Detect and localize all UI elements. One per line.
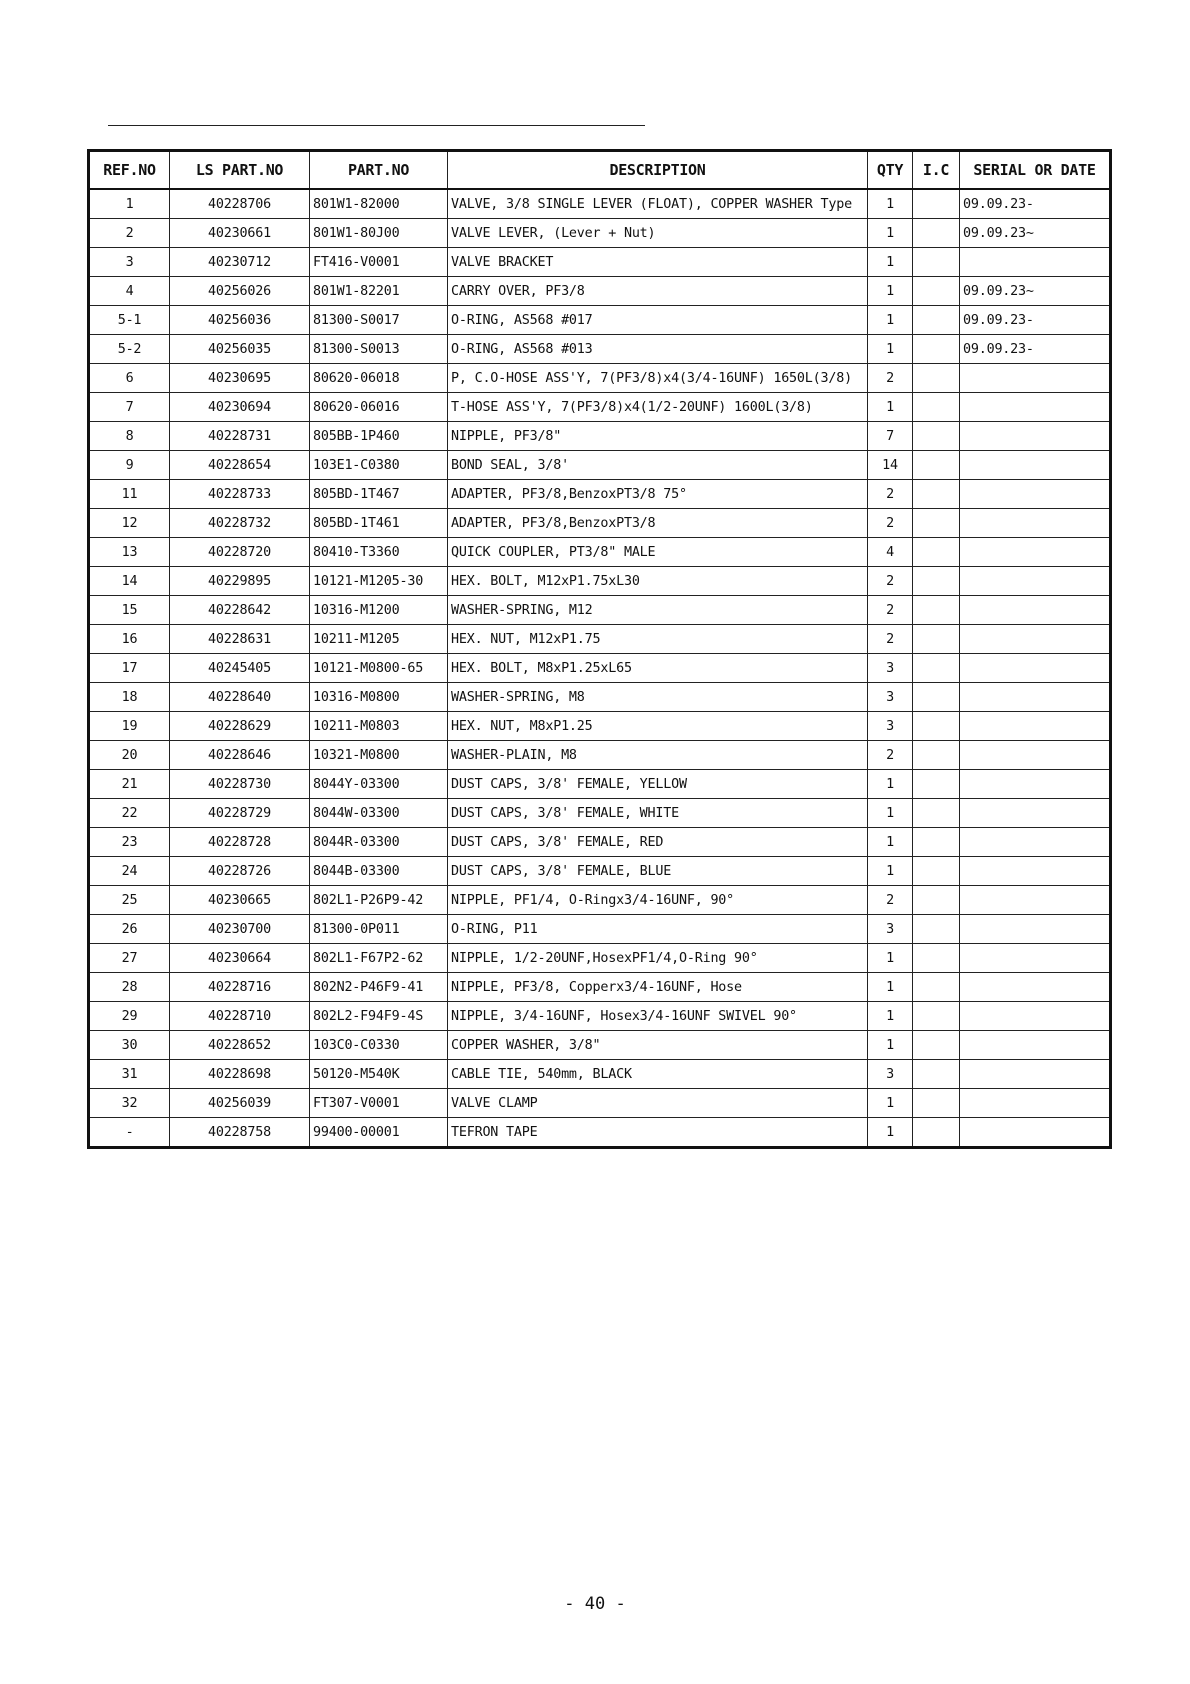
ref-no-cell: 23 <box>89 828 170 857</box>
part-no-cell: 10316-M0800 <box>310 683 448 712</box>
ic-cell <box>913 1002 960 1031</box>
qty-cell: 1 <box>868 189 913 219</box>
table-header-row <box>89 151 1111 190</box>
part-no-cell: 802L1-P26P9-42 <box>310 886 448 915</box>
qty-cell: 2 <box>868 596 913 625</box>
ic-cell <box>913 654 960 683</box>
qty-cell: 1 <box>868 857 913 886</box>
qty-cell: 14 <box>868 451 913 480</box>
ref-no-cell: 18 <box>89 683 170 712</box>
ref-no-cell: 26 <box>89 915 170 944</box>
table-row <box>89 944 1111 973</box>
ls-part-no-cell: 40228726 <box>170 857 310 886</box>
table-row <box>89 1002 1111 1031</box>
part-no-cell: 801W1-82201 <box>310 277 448 306</box>
table-row <box>89 973 1111 1002</box>
ref-no-cell: 29 <box>89 1002 170 1031</box>
serial-date-cell <box>960 944 1111 973</box>
ic-cell <box>913 219 960 248</box>
ls-part-no-cell: 40228729 <box>170 799 310 828</box>
table-row <box>89 1031 1111 1060</box>
description-cell: VALVE, 3/8 SINGLE LEVER (FLOAT), COPPER WASHER Type <box>448 189 868 219</box>
qty-cell: 1 <box>868 1118 913 1148</box>
qty-cell: 1 <box>868 393 913 422</box>
table-row <box>89 915 1111 944</box>
table-row <box>89 828 1111 857</box>
ref-no-cell: 16 <box>89 625 170 654</box>
description-cell: WASHER-PLAIN, M8 <box>448 741 868 770</box>
ls-part-no-cell: 40228629 <box>170 712 310 741</box>
table-row <box>89 886 1111 915</box>
serial-date-cell <box>960 1118 1111 1148</box>
qty-cell: 2 <box>868 741 913 770</box>
serial-date-cell <box>960 828 1111 857</box>
ic-cell <box>913 741 960 770</box>
table-row <box>89 219 1111 248</box>
ic-cell <box>913 1089 960 1118</box>
table-row <box>89 770 1111 799</box>
qty-cell: 1 <box>868 1031 913 1060</box>
ic-cell <box>913 277 960 306</box>
serial-date-cell <box>960 422 1111 451</box>
ls-part-no-cell: 40230694 <box>170 393 310 422</box>
table-row <box>89 480 1111 509</box>
ref-no-cell: 24 <box>89 857 170 886</box>
table-row <box>89 1118 1111 1148</box>
serial-date-cell <box>960 1031 1111 1060</box>
qty-cell: 7 <box>868 422 913 451</box>
serial-date-cell <box>960 799 1111 828</box>
qty-cell: 4 <box>868 538 913 567</box>
ls-part-no-cell: 40256036 <box>170 306 310 335</box>
ref-no-cell: 15 <box>89 596 170 625</box>
qty-cell: 1 <box>868 219 913 248</box>
table-row <box>89 364 1111 393</box>
table-row <box>89 683 1111 712</box>
ref-no-cell: 7 <box>89 393 170 422</box>
ic-cell <box>913 189 960 219</box>
part-no-cell: 805BD-1T461 <box>310 509 448 538</box>
ls-part-no-cell: 40228731 <box>170 422 310 451</box>
ic-cell <box>913 596 960 625</box>
qty-cell: 1 <box>868 1089 913 1118</box>
ls-part-no-cell: 40228654 <box>170 451 310 480</box>
ls-part-no-cell: 40230661 <box>170 219 310 248</box>
table-row <box>89 335 1111 364</box>
ic-cell <box>913 567 960 596</box>
ic-cell <box>913 944 960 973</box>
qty-cell: 2 <box>868 625 913 654</box>
table-row <box>89 509 1111 538</box>
header-qty: QTY <box>868 151 913 190</box>
serial-date-cell <box>960 451 1111 480</box>
part-no-cell: 8044B-03300 <box>310 857 448 886</box>
table-row <box>89 538 1111 567</box>
part-no-cell: 81300-S0013 <box>310 335 448 364</box>
description-cell: CABLE TIE, 540mm, BLACK <box>448 1060 868 1089</box>
qty-cell: 1 <box>868 248 913 277</box>
description-cell: NIPPLE, PF3/8" <box>448 422 868 451</box>
ls-part-no-cell: 40228733 <box>170 480 310 509</box>
part-no-cell: 50120-M540K <box>310 1060 448 1089</box>
ls-part-no-cell: 40228710 <box>170 1002 310 1031</box>
serial-date-cell <box>960 857 1111 886</box>
part-no-cell: 801W1-80J00 <box>310 219 448 248</box>
ref-no-cell: 22 <box>89 799 170 828</box>
qty-cell: 1 <box>868 973 913 1002</box>
ref-no-cell: 4 <box>89 277 170 306</box>
description-cell: O-RING, P11 <box>448 915 868 944</box>
ls-part-no-cell: 40256035 <box>170 335 310 364</box>
ref-no-cell: 13 <box>89 538 170 567</box>
table-row <box>89 1060 1111 1089</box>
part-no-cell: 80410-T3360 <box>310 538 448 567</box>
serial-date-cell <box>960 1060 1111 1089</box>
table-row <box>89 248 1111 277</box>
ref-no-cell: 20 <box>89 741 170 770</box>
description-cell: HEX. NUT, M12xP1.75 <box>448 625 868 654</box>
serial-date-cell <box>960 625 1111 654</box>
ref-no-cell: 30 <box>89 1031 170 1060</box>
qty-cell: 2 <box>868 567 913 596</box>
description-cell: HEX. BOLT, M8xP1.25xL65 <box>448 654 868 683</box>
ls-part-no-cell: 40230664 <box>170 944 310 973</box>
description-cell: DUST CAPS, 3/8' FEMALE, RED <box>448 828 868 857</box>
part-no-cell: FT307-V0001 <box>310 1089 448 1118</box>
qty-cell: 1 <box>868 828 913 857</box>
part-no-cell: 801W1-82000 <box>310 189 448 219</box>
ref-no-cell: 31 <box>89 1060 170 1089</box>
serial-date-cell <box>960 596 1111 625</box>
parts-table-body <box>89 189 1111 1148</box>
ls-part-no-cell: 40228640 <box>170 683 310 712</box>
description-cell: NIPPLE, PF3/8, Copperx3/4-16UNF, Hose <box>448 973 868 1002</box>
ic-cell <box>913 770 960 799</box>
qty-cell: 2 <box>868 364 913 393</box>
table-row <box>89 451 1111 480</box>
ls-part-no-cell: 40228732 <box>170 509 310 538</box>
header-part-no: PART.NO <box>310 151 448 190</box>
serial-date-cell <box>960 683 1111 712</box>
part-no-cell: 802L1-F67P2-62 <box>310 944 448 973</box>
serial-date-cell <box>960 364 1111 393</box>
description-cell: DUST CAPS, 3/8' FEMALE, YELLOW <box>448 770 868 799</box>
table-row <box>89 306 1111 335</box>
ic-cell <box>913 625 960 654</box>
qty-cell: 2 <box>868 886 913 915</box>
part-no-cell: 80620-06016 <box>310 393 448 422</box>
ic-cell <box>913 886 960 915</box>
header-description: DESCRIPTION <box>448 151 868 190</box>
ic-cell <box>913 364 960 393</box>
part-no-cell: 10121-M1205-30 <box>310 567 448 596</box>
description-cell: DUST CAPS, 3/8' FEMALE, BLUE <box>448 857 868 886</box>
description-cell: CARRY OVER, PF3/8 <box>448 277 868 306</box>
qty-cell: 1 <box>868 1002 913 1031</box>
serial-date-cell: 09.09.23- <box>960 335 1111 364</box>
serial-date-cell <box>960 509 1111 538</box>
description-cell: VALVE LEVER, (Lever + Nut) <box>448 219 868 248</box>
ic-cell <box>913 915 960 944</box>
ref-no-cell: 27 <box>89 944 170 973</box>
description-cell: TEFRON TAPE <box>448 1118 868 1148</box>
serial-date-cell: 09.09.23- <box>960 189 1111 219</box>
ref-no-cell: 2 <box>89 219 170 248</box>
table-row <box>89 741 1111 770</box>
part-no-cell: 99400-00001 <box>310 1118 448 1148</box>
ic-cell <box>913 828 960 857</box>
description-cell: T-HOSE ASS'Y, 7(PF3/8)x4(1/2-20UNF) 1600L(3/8) <box>448 393 868 422</box>
table-row <box>89 277 1111 306</box>
ic-cell <box>913 306 960 335</box>
ls-part-no-cell: 40228706 <box>170 189 310 219</box>
part-no-cell: 8044W-03300 <box>310 799 448 828</box>
qty-cell: 3 <box>868 683 913 712</box>
ic-cell <box>913 1118 960 1148</box>
ref-no-cell: 3 <box>89 248 170 277</box>
description-cell: NIPPLE, PF1/4, O-Ringx3/4-16UNF, 90° <box>448 886 868 915</box>
ic-cell <box>913 393 960 422</box>
ic-cell <box>913 1031 960 1060</box>
ic-cell <box>913 538 960 567</box>
ls-part-no-cell: 40228730 <box>170 770 310 799</box>
ref-no-cell: 9 <box>89 451 170 480</box>
ref-no-cell: 17 <box>89 654 170 683</box>
serial-date-cell <box>960 886 1111 915</box>
ref-no-cell: 1 <box>89 189 170 219</box>
ref-no-cell: 14 <box>89 567 170 596</box>
ref-no-cell: 5-1 <box>89 306 170 335</box>
part-no-cell: 81300-0P011 <box>310 915 448 944</box>
part-no-cell: 10316-M1200 <box>310 596 448 625</box>
part-no-cell: 805BD-1T467 <box>310 480 448 509</box>
qty-cell: 3 <box>868 654 913 683</box>
part-no-cell: 802L2-F94F9-4S <box>310 1002 448 1031</box>
serial-date-cell <box>960 741 1111 770</box>
description-cell: O-RING, AS568 #017 <box>448 306 868 335</box>
description-cell: O-RING, AS568 #013 <box>448 335 868 364</box>
ls-part-no-cell: 40228652 <box>170 1031 310 1060</box>
qty-cell: 1 <box>868 770 913 799</box>
qty-cell: 1 <box>868 335 913 364</box>
page-number: - 40 - <box>564 1594 626 1614</box>
ref-no-cell: 5-2 <box>89 335 170 364</box>
ls-part-no-cell: 40230665 <box>170 886 310 915</box>
description-cell: WASHER-SPRING, M8 <box>448 683 868 712</box>
ls-part-no-cell: 40228646 <box>170 741 310 770</box>
serial-date-cell <box>960 480 1111 509</box>
serial-date-cell: 09.09.23~ <box>960 219 1111 248</box>
part-no-cell: FT416-V0001 <box>310 248 448 277</box>
table-row <box>89 1089 1111 1118</box>
ic-cell <box>913 712 960 741</box>
serial-date-cell <box>960 248 1111 277</box>
serial-date-cell <box>960 538 1111 567</box>
header-ic: I.C <box>913 151 960 190</box>
ref-no-cell: 25 <box>89 886 170 915</box>
part-no-cell: 10121-M0800-65 <box>310 654 448 683</box>
ic-cell <box>913 248 960 277</box>
qty-cell: 2 <box>868 509 913 538</box>
part-no-cell: 103E1-C0380 <box>310 451 448 480</box>
qty-cell: 3 <box>868 915 913 944</box>
description-cell: QUICK COUPLER, PT3/8" MALE <box>448 538 868 567</box>
serial-date-cell <box>960 393 1111 422</box>
table-row <box>89 422 1111 451</box>
description-cell: COPPER WASHER, 3/8" <box>448 1031 868 1060</box>
table-row <box>89 857 1111 886</box>
ls-part-no-cell: 40228720 <box>170 538 310 567</box>
qty-cell: 3 <box>868 1060 913 1089</box>
table-row <box>89 189 1111 219</box>
parts-table <box>87 149 1112 1149</box>
description-cell: BOND SEAL, 3/8' <box>448 451 868 480</box>
ic-cell <box>913 683 960 712</box>
description-cell: WASHER-SPRING, M12 <box>448 596 868 625</box>
ic-cell <box>913 973 960 1002</box>
part-no-cell: 8044R-03300 <box>310 828 448 857</box>
table-row <box>89 799 1111 828</box>
description-cell: HEX. BOLT, M12xP1.75xL30 <box>448 567 868 596</box>
part-no-cell: 802N2-P46F9-41 <box>310 973 448 1002</box>
ref-no-cell: 6 <box>89 364 170 393</box>
ref-no-cell: - <box>89 1118 170 1148</box>
description-cell: P, C.O-HOSE ASS'Y, 7(PF3/8)x4(3/4-16UNF) 1650L(3/8) <box>448 364 868 393</box>
ls-part-no-cell: 40228716 <box>170 973 310 1002</box>
serial-date-cell <box>960 567 1111 596</box>
qty-cell: 1 <box>868 944 913 973</box>
table-row <box>89 596 1111 625</box>
serial-date-cell: 09.09.23- <box>960 306 1111 335</box>
ls-part-no-cell: 40228728 <box>170 828 310 857</box>
ref-no-cell: 28 <box>89 973 170 1002</box>
table-row <box>89 712 1111 741</box>
description-cell: ADAPTER, PF3/8,BenzoxPT3/8 75° <box>448 480 868 509</box>
table-row <box>89 393 1111 422</box>
serial-date-cell <box>960 770 1111 799</box>
ls-part-no-cell: 40228642 <box>170 596 310 625</box>
table-row <box>89 625 1111 654</box>
part-no-cell: 80620-06018 <box>310 364 448 393</box>
description-cell: ADAPTER, PF3/8,BenzoxPT3/8 <box>448 509 868 538</box>
ic-cell <box>913 509 960 538</box>
serial-date-cell: 09.09.23~ <box>960 277 1111 306</box>
header-rule <box>108 125 645 126</box>
part-no-cell: 103C0-C0330 <box>310 1031 448 1060</box>
qty-cell: 3 <box>868 712 913 741</box>
ls-part-no-cell: 40256039 <box>170 1089 310 1118</box>
description-cell: VALVE BRACKET <box>448 248 868 277</box>
serial-date-cell <box>960 712 1111 741</box>
ref-no-cell: 8 <box>89 422 170 451</box>
ls-part-no-cell: 40228631 <box>170 625 310 654</box>
serial-date-cell <box>960 1002 1111 1031</box>
qty-cell: 1 <box>868 277 913 306</box>
ref-no-cell: 12 <box>89 509 170 538</box>
table-row <box>89 654 1111 683</box>
header-ls-part-no: LS PART.NO <box>170 151 310 190</box>
part-no-cell: 10321-M0800 <box>310 741 448 770</box>
ic-cell <box>913 857 960 886</box>
part-no-cell: 8044Y-03300 <box>310 770 448 799</box>
description-cell: NIPPLE, 3/4-16UNF, Hosex3/4-16UNF SWIVEL 90° <box>448 1002 868 1031</box>
header-serial-or-date: SERIAL OR DATE <box>960 151 1111 190</box>
ref-no-cell: 11 <box>89 480 170 509</box>
ls-part-no-cell: 40230712 <box>170 248 310 277</box>
table-row <box>89 567 1111 596</box>
part-no-cell: 81300-S0017 <box>310 306 448 335</box>
ls-part-no-cell: 40230700 <box>170 915 310 944</box>
ls-part-no-cell: 40230695 <box>170 364 310 393</box>
description-cell: NIPPLE, 1/2-20UNF,HosexPF1/4,O-Ring 90° <box>448 944 868 973</box>
ic-cell <box>913 799 960 828</box>
description-cell: VALVE CLAMP <box>448 1089 868 1118</box>
description-cell: DUST CAPS, 3/8' FEMALE, WHITE <box>448 799 868 828</box>
ls-part-no-cell: 40228698 <box>170 1060 310 1089</box>
ls-part-no-cell: 40228758 <box>170 1118 310 1148</box>
qty-cell: 1 <box>868 799 913 828</box>
header-ref-no: REF.NO <box>89 151 170 190</box>
part-no-cell: 10211-M0803 <box>310 712 448 741</box>
ref-no-cell: 21 <box>89 770 170 799</box>
ic-cell <box>913 480 960 509</box>
qty-cell: 1 <box>868 306 913 335</box>
qty-cell: 2 <box>868 480 913 509</box>
part-no-cell: 805BB-1P460 <box>310 422 448 451</box>
ic-cell <box>913 422 960 451</box>
serial-date-cell <box>960 973 1111 1002</box>
serial-date-cell <box>960 1089 1111 1118</box>
ls-part-no-cell: 40245405 <box>170 654 310 683</box>
serial-date-cell <box>960 654 1111 683</box>
ref-no-cell: 32 <box>89 1089 170 1118</box>
ic-cell <box>913 1060 960 1089</box>
ic-cell <box>913 451 960 480</box>
description-cell: HEX. NUT, M8xP1.25 <box>448 712 868 741</box>
serial-date-cell <box>960 915 1111 944</box>
part-no-cell: 10211-M1205 <box>310 625 448 654</box>
ls-part-no-cell: 40229895 <box>170 567 310 596</box>
ls-part-no-cell: 40256026 <box>170 277 310 306</box>
ic-cell <box>913 335 960 364</box>
ref-no-cell: 19 <box>89 712 170 741</box>
